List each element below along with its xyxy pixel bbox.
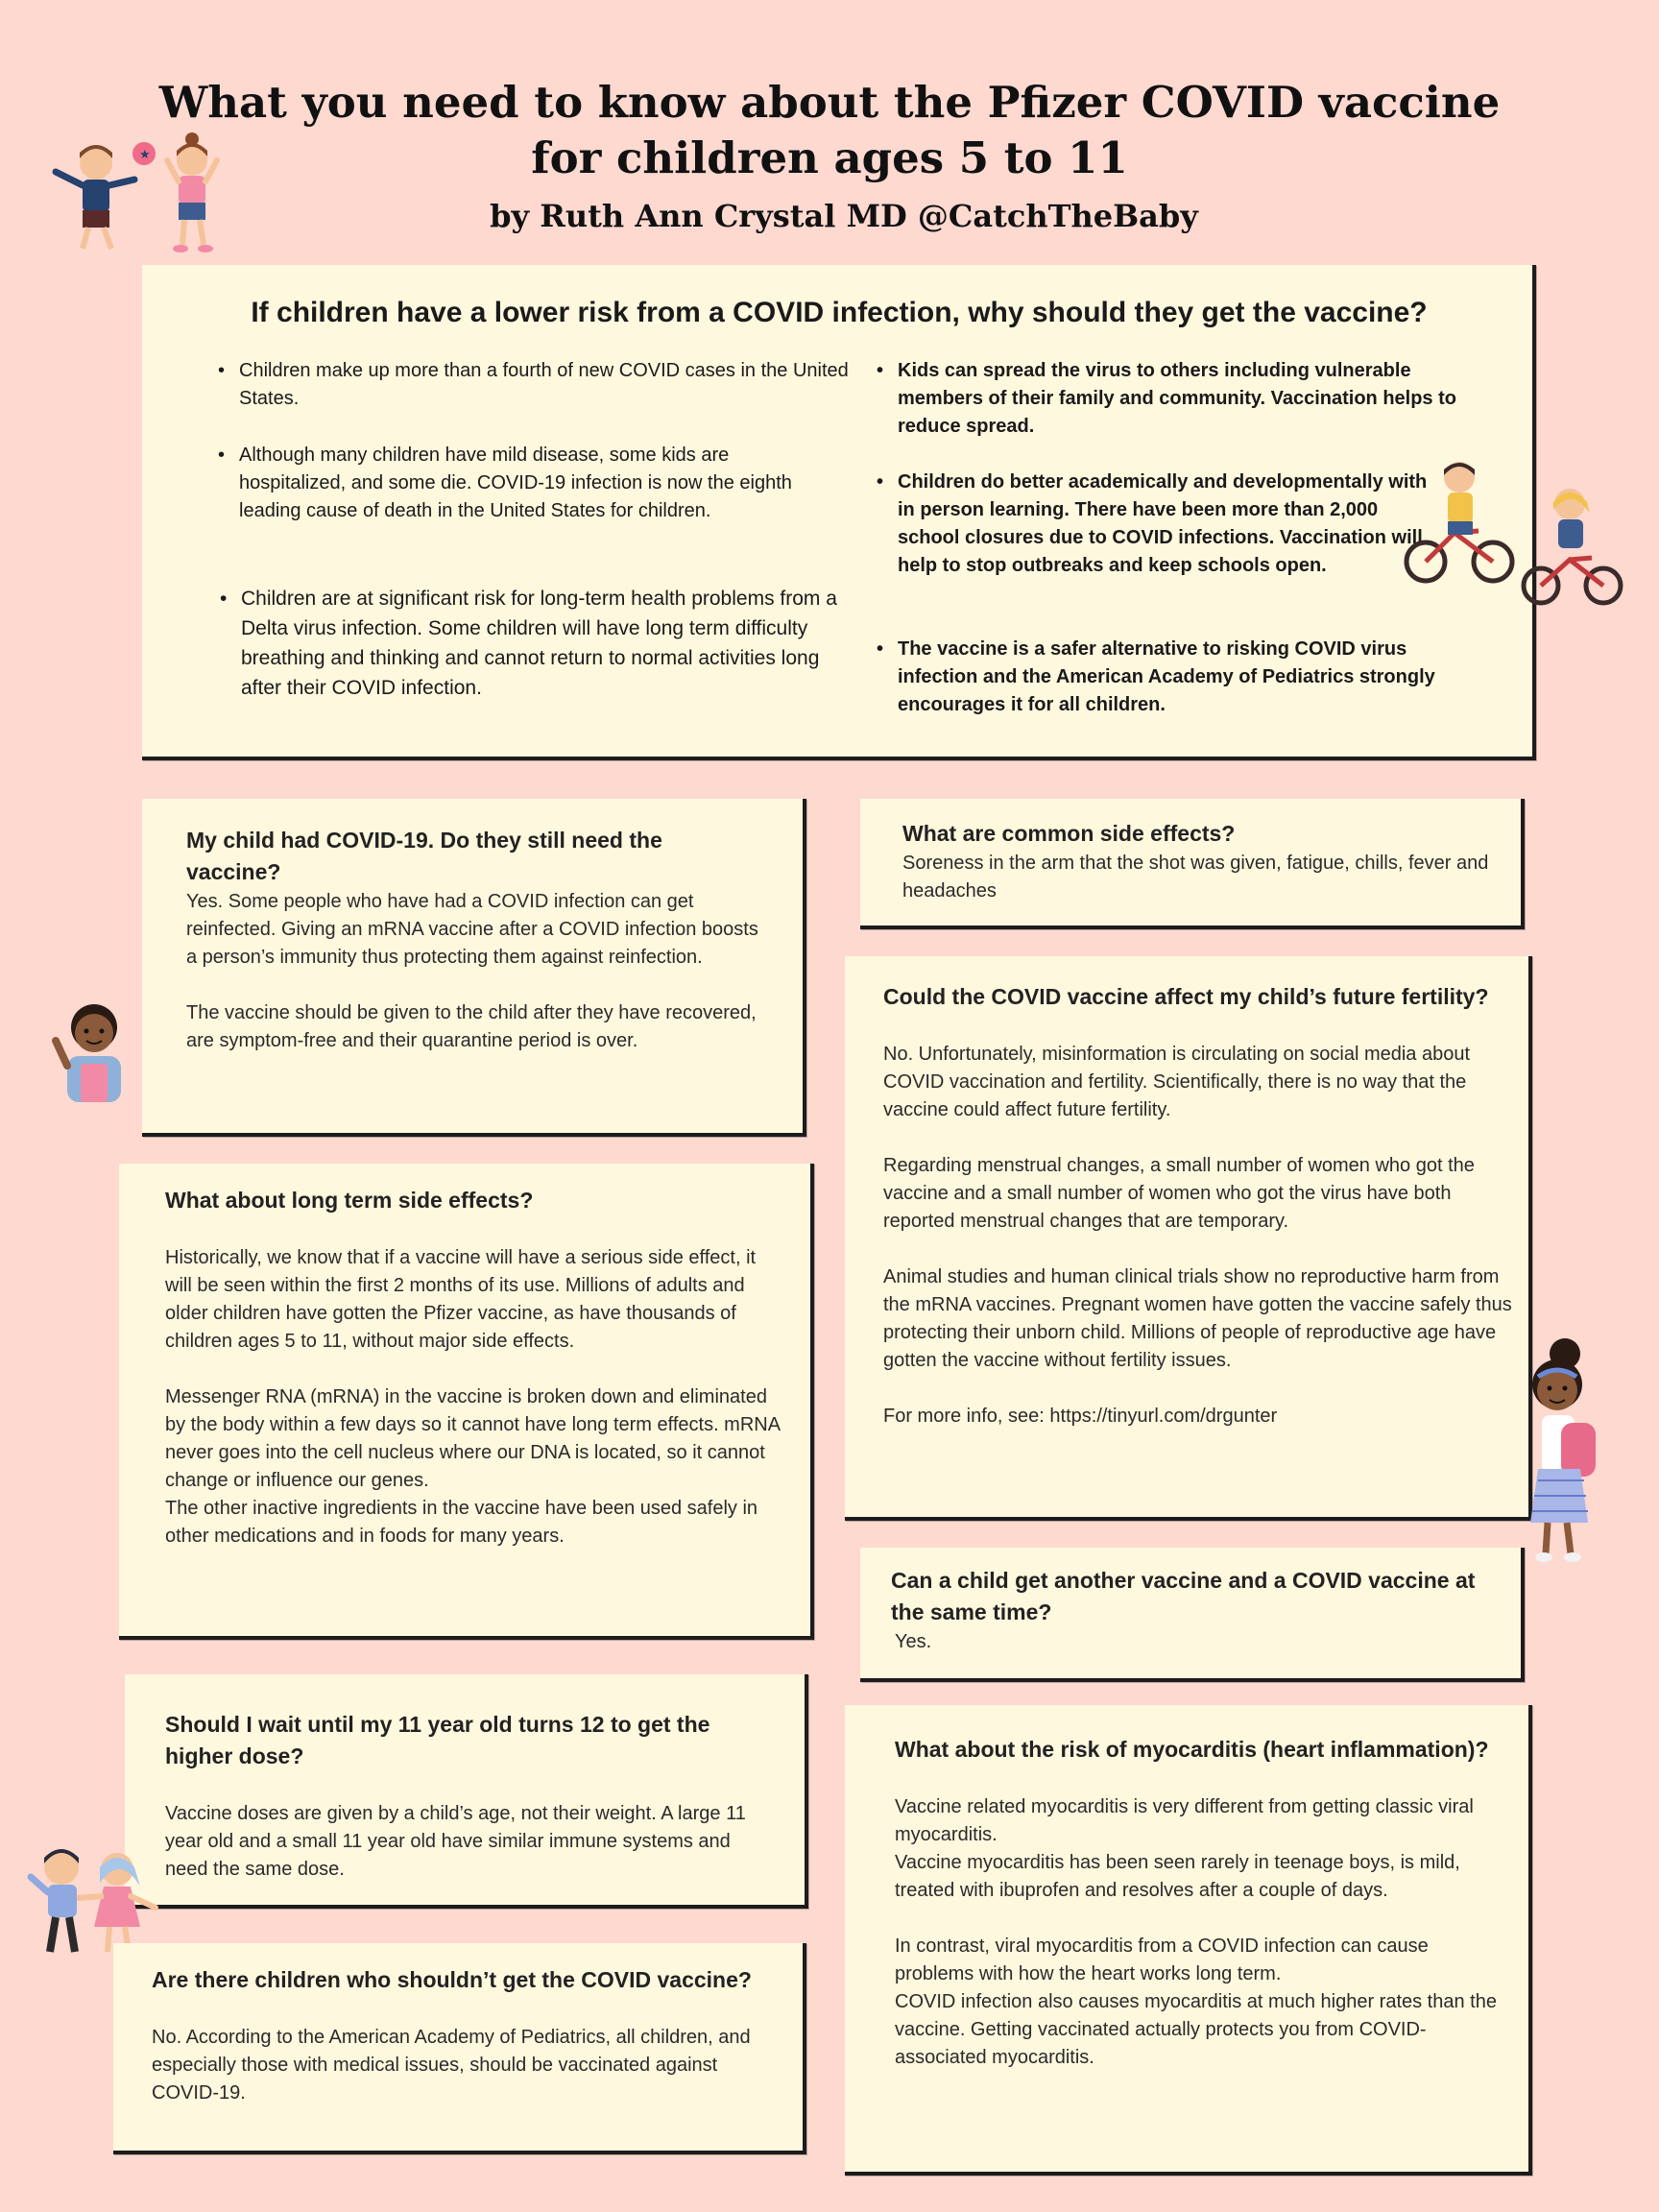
wait-until-12-card: Should I wait until my 11 year old turns 12 to get the higher dose? Vaccine doses are given by a child’s age, not their weight. A large 11 year old and a small 11 year old have similar immune systems and need the same dose. (125, 1674, 808, 1909)
card-question: My child had COVID-19. Do they still need the vaccine? (186, 828, 662, 884)
card-question: What about the risk of myocarditis (heart inflammation)? (895, 1737, 1489, 1762)
card-question: Could the COVID vaccine affect my child’s future fertility? (883, 984, 1489, 1009)
girl-with-backpack-illustration (1507, 1334, 1608, 1565)
list-item: • Although many children have mild disease, some kids are hospitalized, and some die. COVID-19 infection is now the eighth leading cause of death in the United States for children. (239, 442, 825, 525)
girl-waving-illustration (46, 998, 142, 1106)
page-title: What you need to know about the Pfizer COVID vaccine for children ages 5 to 11 (158, 77, 1501, 183)
list-item: • Children do better academically and developmentally with in person learning. There have been more than 2,000 school closures due to COVID infections. Vaccination will help to stop outbreaks and keep schools open. (898, 469, 1435, 580)
common-side-effects-card: What are common side effects? Soreness in the arm that the shot was given, fatigue, chills, fever and headaches (860, 799, 1525, 929)
card-question: What are common side effects? (902, 821, 1236, 846)
card-question: Can a child get another vaccine and a COVID vaccine at the same time? (891, 1568, 1476, 1624)
card-question: Are there children who shouldn’t get the COVID vaccine? (152, 1967, 752, 1992)
card-question: Should I wait until my 11 year old turns 12 to get the higher dose? (165, 1712, 710, 1768)
shouldnt-get-vaccine-card: Are there children who shouldn’t get the COVID vaccine? No. According to the American Academy of Pediatrics, all children, and especially those with medical issues, should be vaccinated against COVID-19. (113, 1943, 806, 2154)
list-item: • The vaccine is a safer alternative to risking COVID virus infection and the American Academy of Pediatrics strongly encourages it for all children. (898, 636, 1464, 719)
card-question: What about long term side effects? (165, 1188, 534, 1213)
kids-playing-ball-illustration (48, 130, 240, 259)
list-item: • Kids can spread the virus to others including vulnerable members of their family and community. Vaccination helps to reduce spread. (898, 357, 1464, 441)
kids-on-bikes-illustration (1402, 456, 1632, 610)
byline: by Ruth Ann Crystal MD @CatchTheBaby (490, 198, 1198, 234)
list-item: • Children make up more than a fourth of new COVID cases in the United States. (239, 357, 854, 413)
main-heading: If children have a lower risk from a COVID infection, why should they get the vaccine? (251, 297, 1428, 328)
myocarditis-card: What about the risk of myocarditis (heart inflammation)? Vaccine related myocarditis is very different from getting classic viral myocarditis. Vaccine myocarditis has been seen rarely in teenage boys, is mild, treated with ibuprofen and resolves after a couple of days. In contrast, viral myocarditis from a COVID infection can cause problems with how the heart works long term. COVID infection also causes myocarditis at much higher rates than the vaccine. Getting vaccinated actually protects you from COVID-associated myocarditis. (845, 1705, 1532, 2176)
fertility-card: Could the COVID vaccine affect my child’s future fertility? No. Unfortunately, misinformation is circulating on social media about COVID vaccination and fertility. Scientifically, there is no way that the vaccine could affect future fertility. Regarding menstrual changes, a small number of women who got the vaccine and a small number of women who got the virus have both reported menstrual changes that are temporary. Animal studies and human clinical trials show no reproductive harm from the mRNA vaccines. Pregnant women have gotten the vaccine safely thus protecting their unborn child. Millions of people of reproductive age have gotten the vaccine without fertility issues. For more info, see: https://tinyurl.com/drgunter (845, 956, 1532, 1521)
main-card (142, 265, 1536, 760)
fertility-info-link: For more info, see: https://tinyurl.com/drgunter (883, 1406, 1278, 1427)
list-item: • Children are at significant risk for long-term health problems from a Delta virus infection. Some children will have long term difficulty breathing and thinking and cannot return to normal activities long after their COVID infection. (241, 584, 846, 703)
another-vaccine-card: Can a child get another vaccine and a COVID vaccine at the same time? Yes. (860, 1548, 1525, 1682)
svg-text:★: ★ (139, 148, 151, 162)
had-covid-card: My child had COVID-19. Do they still need the vaccine? Yes. Some people who have had a COVID infection can get reinfected. Giving an mRNA vaccine after a COVID infection boosts a person’s immunity thus protecting them against reinfection. The vaccine should be given to the child after they have recovered, are symptom-free and their quarantine period is over. (142, 799, 806, 1137)
long-term-card: What about long term side effects? Historically, we know that if a vaccine will have a serious side effect, it will be seen within the first 2 months of its use. Millions of adults and older children have gotten the Pfizer vaccine, as have thousands of children ages 5 to 11, without major side effects. Messenger RNA (mRNA) in the vaccine is broken down and eliminated by the body within a few days so it cannot have long term effects. mRNA never goes into the cell nucleus where our DNA is located, so it cannot change or influence our genes. The other inactive ingredients in the vaccine have been used safely in other medications and in foods for many years. (119, 1164, 814, 1640)
